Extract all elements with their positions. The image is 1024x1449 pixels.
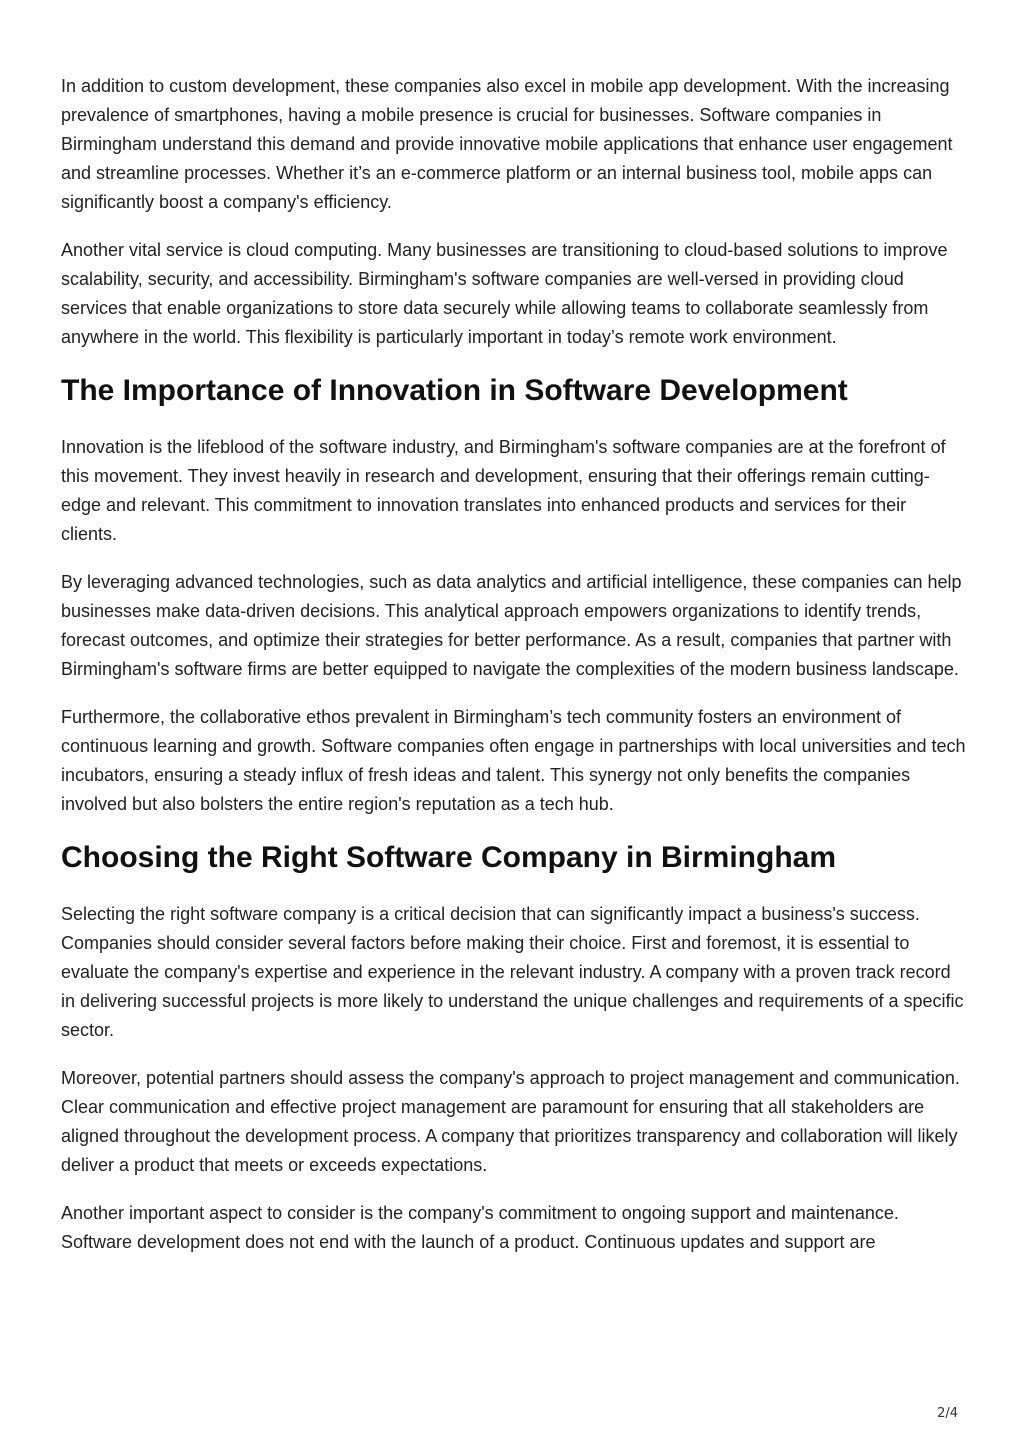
paragraph-innovation-lifeblood: Innovation is the lifeblood of the software industry, and Birmingham's software companies are at the forefront of this movement. They invest heavily in research and development, ensuring that their offerings remain cutting-edge and relevant. This commitment to innovation translates into enhanced products and services for their clients. — [61, 437, 946, 544]
paragraph-advanced-technologies: By leveraging advanced technologies, such as data analytics and artificial intelligence, these companies can help businesses make data-driven decisions. This analytical approach empowers organizations to identify trends, forecast outcomes, and optimize their strategies for better performance. As a result, companies that partner with Birmingham's software firms are better equipped to navigate the complexities of the modern business landscape. — [61, 572, 962, 679]
paragraph-project-management: Moreover, potential partners should assess the company's approach to project management and communication. Clear communication and effective project management are paramount for ensuring that all stakeholders are aligned throughout the development process. A company that prioritizes transparency and collaboration will likely deliver a product that meets or exceeds expectations. — [61, 1068, 960, 1175]
paragraph-mobile-apps: In addition to custom development, these companies also excel in mobile app development. With the increasing prevalence of smartphones, having a mobile presence is crucial for businesses. Software companies in Birmingham understand this demand and provide innovative mobile applications that enhance user engagement and streamline processes. Whether it’s an e-commerce platform or an internal business tool, mobile apps can significantly boost a company's efficiency. — [61, 76, 953, 212]
paragraph-ongoing-support: Another important aspect to consider is the company's commitment to ongoing support and maintenance. Software development does not end with the launch of a product. Continuous updates and support are — [61, 1203, 899, 1252]
page-number: 2/4 — [937, 1406, 958, 1421]
paragraph-collaborative-ethos: Furthermore, the collaborative ethos prevalent in Birmingham’s tech community fosters an environment of continuous learning and growth. Software companies often engage in partnerships with local universities and tech incubators, ensuring a steady influx of fresh ideas and talent. This synergy not only benefits the companies involved but also bolsters the entire region's reputation as a tech hub. — [61, 707, 966, 814]
paragraph-cloud-computing: Another vital service is cloud computing. Many businesses are transitioning to cloud-based solutions to improve scalability, security, and accessibility. Birmingham's software companies are well-versed in providing cloud services that enable organizations to store data securely while allowing teams to collaborate seamlessly from anywhere in the world. This flexibility is particularly important in today’s remote work environment. — [61, 240, 948, 347]
heading-innovation: The Importance of Innovation in Software Development — [61, 374, 848, 407]
document-page — [61, 72, 967, 1276]
heading-choosing-company: Choosing the Right Software Company in Birmingham — [61, 841, 837, 874]
paragraph-selecting-company: Selecting the right software company is a critical decision that can significantly impact a business's success. Companies should consider several factors before making their choice. First and foremost, it is essential to evaluate the company's expertise and experience in the relevant industry. A company with a proven track record in delivering successful projects is more likely to understand the unique challenges and requirements of a specific sector. — [61, 904, 964, 1040]
